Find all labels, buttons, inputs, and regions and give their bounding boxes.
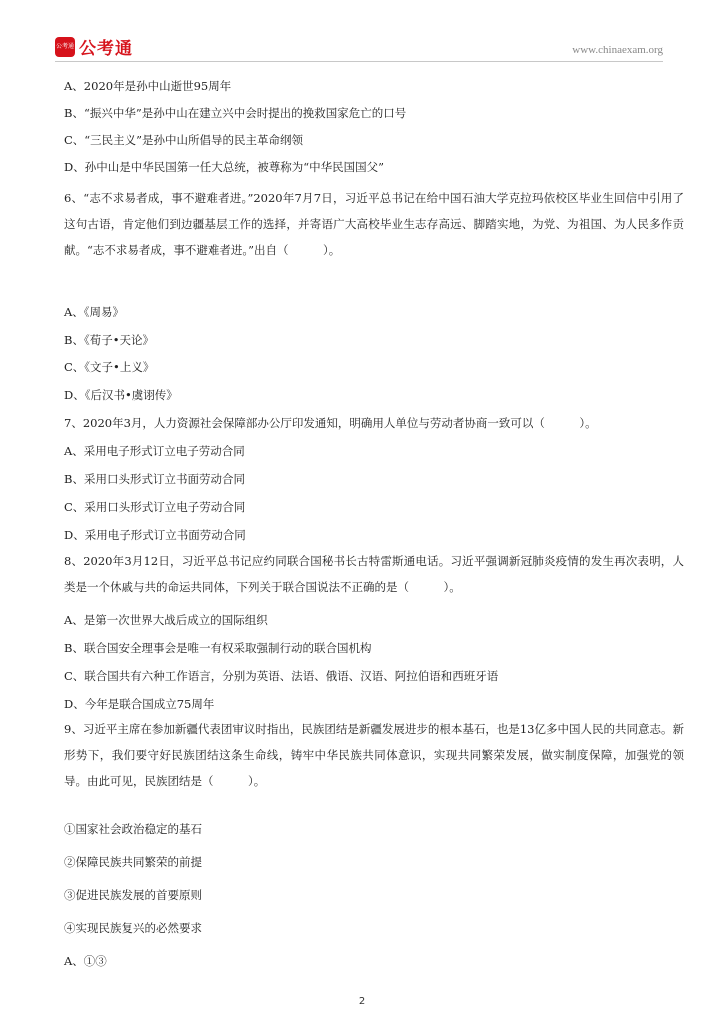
q5-option-c: C、“三民主义”是孙中山所倡导的民主革命纲领 <box>64 133 304 147</box>
q9-stem: 9、习近平主席在参加新疆代表团审议时指出，民族团结是新疆发展进步的根本基石，也是13亿多中国人民的共同意志。新形势下，我们要守好民族团结这条生命线，铸牢中华民族共同体意识，实现共同繁荣发展，做实制度保障，加强党的领导。由此可见，民族团结是（ ）。 <box>64 722 684 788</box>
q7-option-b: B、采用口头形式订立书面劳动合同 <box>64 472 245 486</box>
q7-option-d: D、采用电子形式订立书面劳动合同 <box>64 528 246 542</box>
q8-option-b: B、联合国安全理事会是唯一有权采取强制行动的联合国机构 <box>64 641 372 655</box>
q9-item-2: ②保障民族共同繁荣的前提 <box>64 855 202 869</box>
q5-option-d: D、孙中山是中华民国第一任大总统，被尊称为“中华民国国父” <box>64 160 384 174</box>
q5-option-b: B、“振兴中华”是孙中山在建立兴中会时提出的挽救国家危亡的口号 <box>64 106 407 120</box>
q5-option-a: A、2020年是孙中山逝世95周年 <box>64 79 232 93</box>
q6-option-b: B、《荀子•天论》 <box>64 333 154 347</box>
page-header <box>55 34 663 60</box>
q7-stem: 7、2020年3月，人力资源社会保障部办公厅印发通知，明确用人单位与劳动者协商一致可以（ ）。 <box>64 416 597 430</box>
q9-item-3: ③促进民族发展的首要原则 <box>64 888 202 902</box>
q8-option-d: D、今年是联合国成立75周年 <box>64 697 215 711</box>
q6-stem: 6、“志不求易者成，事不避难者进。”2020年7月7日，习近平总书记在给中国石油大学克拉玛依校区毕业生回信中引用了这句古语，肯定他们到边疆基层工作的选择，并寄语广大高校毕业生志存高远、脚踏实地，为党、为祖国、为人民多作贡献。“志不求易者成，事不避难者进。”出自（ ）。 <box>64 191 684 257</box>
q8-option-c: C、联合国共有六种工作语言，分别为英语、法语、俄语、汉语、阿拉伯语和西班牙语 <box>64 669 499 683</box>
logo[interactable] <box>55 34 133 59</box>
q9-item-4: ④实现民族复兴的必然要求 <box>64 921 202 935</box>
page-number: 2 <box>358 996 366 1007</box>
q7-option-a: A、采用电子形式订立电子劳动合同 <box>64 444 245 458</box>
q9-item-1: ①国家社会政治稳定的基石 <box>64 822 202 836</box>
site-url[interactable]: www.chinaexam.org <box>572 44 663 56</box>
q8-stem: 8、2020年3月12日，习近平总书记应约同联合国秘书长古特雷斯通电话。习近平强调新冠肺炎疫情的发生再次表明，人类是一个休戚与共的命运共同体，下列关于联合国说法不正确的是（ ）。 <box>64 554 684 594</box>
q9-option-a: A、①③ <box>64 954 107 968</box>
q6-option-d: D、《后汉书•虞诩传》 <box>64 388 178 402</box>
logo-badge: 公考通 <box>55 37 75 57</box>
header-divider <box>55 61 663 62</box>
q6-option-c: C、《文子•上义》 <box>64 360 155 374</box>
q8-option-a: A、是第一次世界大战后成立的国际组织 <box>64 613 268 627</box>
q7-option-c: C、采用口头形式订立电子劳动合同 <box>64 500 246 514</box>
q6-option-a: A、《周易》 <box>64 305 125 319</box>
logo-text: 公考通 <box>79 39 133 59</box>
